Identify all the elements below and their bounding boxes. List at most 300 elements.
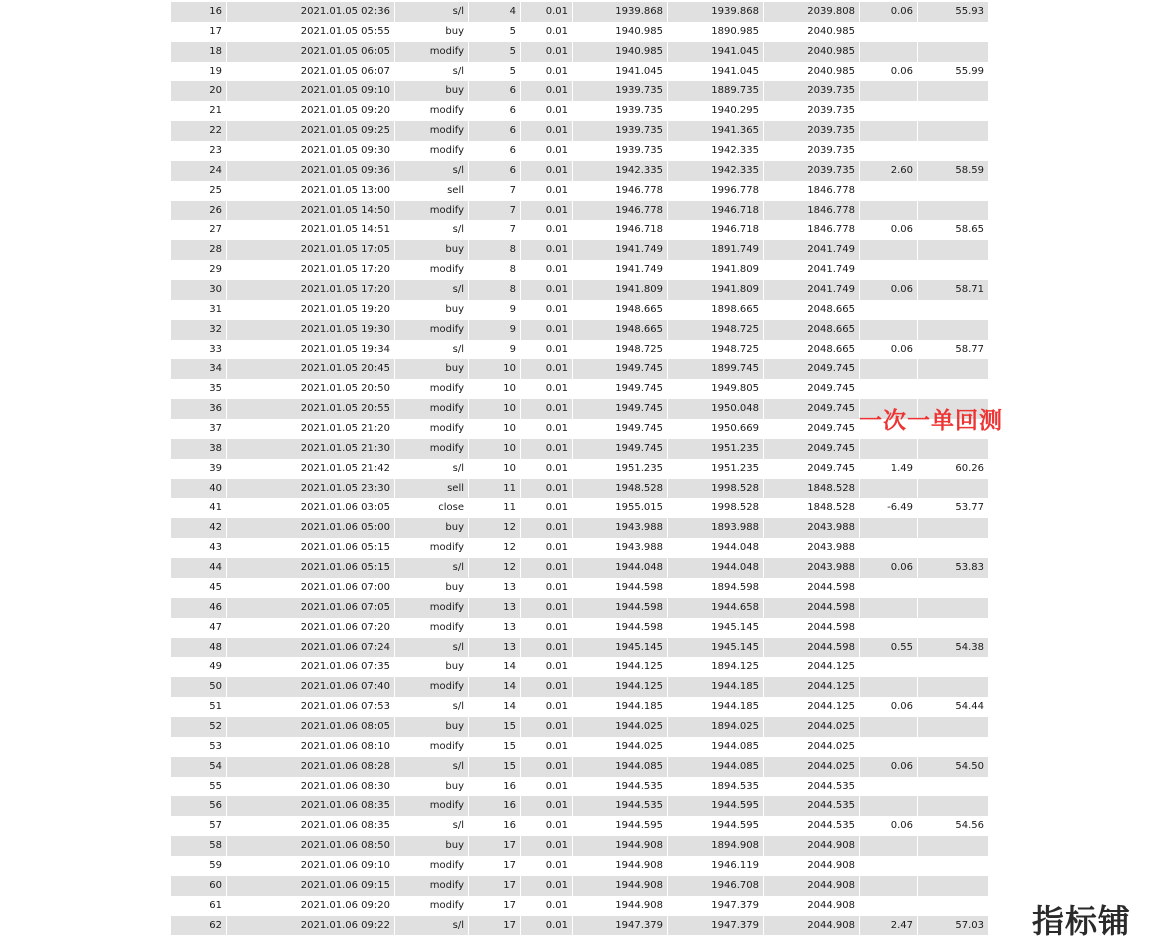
stop-loss-cell: 1890.985 — [668, 22, 764, 42]
balance-cell — [918, 260, 989, 280]
stop-loss-cell: 1998.528 — [668, 479, 764, 499]
time-cell: 2021.01.05 09:10 — [227, 81, 395, 101]
type-cell: modify — [395, 538, 469, 558]
stop-loss-cell: 1891.749 — [668, 240, 764, 260]
time-cell: 2021.01.05 23:30 — [227, 479, 395, 499]
row-number-cell: 28 — [171, 240, 227, 260]
profit-cell — [860, 121, 918, 141]
balance-cell — [918, 320, 989, 340]
stop-loss-cell: 1946.718 — [668, 220, 764, 240]
table-row — [171, 240, 989, 260]
take-profit-cell: 2048.665 — [764, 320, 860, 340]
take-profit-cell: 2039.735 — [764, 101, 860, 121]
type-cell: modify — [395, 796, 469, 816]
row-number-cell: 50 — [171, 677, 227, 697]
take-profit-cell: 2044.908 — [764, 856, 860, 876]
order-cell: 5 — [469, 62, 521, 82]
stop-loss-cell: 1941.809 — [668, 280, 764, 300]
stop-loss-cell: 1944.185 — [668, 677, 764, 697]
size-cell: 0.01 — [521, 836, 573, 856]
type-cell: s/l — [395, 62, 469, 82]
size-cell: 0.01 — [521, 558, 573, 578]
profit-cell — [860, 777, 918, 797]
profit-cell — [860, 42, 918, 62]
row-number-cell: 23 — [171, 141, 227, 161]
table-row — [171, 479, 989, 499]
order-cell: 14 — [469, 697, 521, 717]
stop-loss-cell: 1889.735 — [668, 81, 764, 101]
balance-cell: 53.83 — [918, 558, 989, 578]
size-cell: 0.01 — [521, 419, 573, 439]
order-cell: 9 — [469, 340, 521, 360]
stop-loss-cell: 1946.119 — [668, 856, 764, 876]
size-cell: 0.01 — [521, 856, 573, 876]
size-cell: 0.01 — [521, 141, 573, 161]
type-cell: s/l — [395, 220, 469, 240]
price-cell: 1949.745 — [573, 359, 668, 379]
size-cell: 0.01 — [521, 439, 573, 459]
order-cell: 10 — [469, 379, 521, 399]
profit-cell — [860, 856, 918, 876]
time-cell: 2021.01.06 07:05 — [227, 598, 395, 618]
balance-cell — [918, 796, 989, 816]
take-profit-cell: 2044.535 — [764, 816, 860, 836]
order-cell: 11 — [469, 498, 521, 518]
row-number-cell: 30 — [171, 280, 227, 300]
price-cell: 1949.745 — [573, 419, 668, 439]
table-row — [171, 836, 989, 856]
size-cell: 0.01 — [521, 578, 573, 598]
profit-cell — [860, 896, 918, 916]
time-cell: 2021.01.06 08:35 — [227, 796, 395, 816]
size-cell: 0.01 — [521, 697, 573, 717]
time-cell: 2021.01.06 05:15 — [227, 538, 395, 558]
stop-loss-cell: 1998.528 — [668, 498, 764, 518]
time-cell: 2021.01.06 09:15 — [227, 876, 395, 896]
order-cell: 5 — [469, 42, 521, 62]
type-cell: buy — [395, 359, 469, 379]
size-cell: 0.01 — [521, 240, 573, 260]
table-row — [171, 22, 989, 42]
stop-loss-cell: 1899.745 — [668, 359, 764, 379]
order-cell: 9 — [469, 300, 521, 320]
profit-cell — [860, 876, 918, 896]
size-cell: 0.01 — [521, 340, 573, 360]
take-profit-cell: 2039.735 — [764, 121, 860, 141]
stop-loss-cell: 1951.235 — [668, 459, 764, 479]
price-cell: 1939.735 — [573, 81, 668, 101]
balance-cell: 58.77 — [918, 340, 989, 360]
profit-cell: 0.06 — [860, 757, 918, 777]
take-profit-cell: 1848.528 — [764, 479, 860, 499]
size-cell: 0.01 — [521, 161, 573, 181]
row-number-cell: 33 — [171, 340, 227, 360]
profit-cell — [860, 22, 918, 42]
size-cell: 0.01 — [521, 518, 573, 538]
balance-cell — [918, 836, 989, 856]
price-cell: 1944.125 — [573, 657, 668, 677]
size-cell: 0.01 — [521, 717, 573, 737]
take-profit-cell: 2043.988 — [764, 518, 860, 538]
row-number-cell: 49 — [171, 657, 227, 677]
table-row — [171, 340, 989, 360]
profit-cell — [860, 677, 918, 697]
balance-cell: 58.59 — [918, 161, 989, 181]
type-cell: modify — [395, 439, 469, 459]
table-row — [171, 518, 989, 538]
table-row — [171, 379, 989, 399]
balance-cell — [918, 618, 989, 638]
type-cell: buy — [395, 578, 469, 598]
size-cell: 0.01 — [521, 896, 573, 916]
table-row — [171, 717, 989, 737]
size-cell: 0.01 — [521, 42, 573, 62]
stop-loss-cell: 1945.145 — [668, 638, 764, 658]
size-cell: 0.01 — [521, 479, 573, 499]
stop-loss-cell: 1941.365 — [668, 121, 764, 141]
time-cell: 2021.01.05 17:05 — [227, 240, 395, 260]
price-cell: 1942.335 — [573, 161, 668, 181]
take-profit-cell: 2041.749 — [764, 280, 860, 300]
order-cell: 15 — [469, 737, 521, 757]
profit-cell: 0.06 — [860, 220, 918, 240]
profit-cell: 2.60 — [860, 161, 918, 181]
balance-cell: 55.99 — [918, 62, 989, 82]
type-cell: modify — [395, 379, 469, 399]
take-profit-cell: 2044.908 — [764, 896, 860, 916]
row-number-cell: 48 — [171, 638, 227, 658]
order-cell: 6 — [469, 121, 521, 141]
type-cell: s/l — [395, 340, 469, 360]
balance-cell — [918, 101, 989, 121]
profit-cell — [860, 618, 918, 638]
row-number-cell: 59 — [171, 856, 227, 876]
size-cell: 0.01 — [521, 777, 573, 797]
size-cell: 0.01 — [521, 300, 573, 320]
price-cell: 1947.379 — [573, 916, 668, 936]
type-cell: modify — [395, 677, 469, 697]
balance-cell — [918, 240, 989, 260]
profit-cell — [860, 737, 918, 757]
profit-cell — [860, 796, 918, 816]
profit-cell — [860, 141, 918, 161]
take-profit-cell: 2049.745 — [764, 419, 860, 439]
size-cell: 0.01 — [521, 320, 573, 340]
take-profit-cell: 2044.598 — [764, 618, 860, 638]
stop-loss-cell: 1951.235 — [668, 439, 764, 459]
balance-cell: 57.03 — [918, 916, 989, 936]
profit-cell — [860, 717, 918, 737]
stop-loss-cell: 1944.595 — [668, 796, 764, 816]
trade-history-table — [171, 2, 989, 935]
profit-cell: 0.06 — [860, 697, 918, 717]
time-cell: 2021.01.06 09:22 — [227, 916, 395, 936]
take-profit-cell: 2049.745 — [764, 459, 860, 479]
row-number-cell: 52 — [171, 717, 227, 737]
table-row — [171, 121, 989, 141]
order-cell: 16 — [469, 777, 521, 797]
take-profit-cell: 2039.808 — [764, 2, 860, 22]
type-cell: s/l — [395, 280, 469, 300]
table-row — [171, 618, 989, 638]
size-cell: 0.01 — [521, 618, 573, 638]
price-cell: 1944.048 — [573, 558, 668, 578]
stop-loss-cell: 1944.085 — [668, 737, 764, 757]
type-cell: sell — [395, 181, 469, 201]
row-number-cell: 36 — [171, 399, 227, 419]
table-row — [171, 181, 989, 201]
row-number-cell: 26 — [171, 201, 227, 221]
type-cell: s/l — [395, 638, 469, 658]
row-number-cell: 57 — [171, 816, 227, 836]
balance-cell — [918, 657, 989, 677]
stop-loss-cell: 1945.145 — [668, 618, 764, 638]
profit-cell — [860, 260, 918, 280]
size-cell: 0.01 — [521, 796, 573, 816]
stop-loss-cell: 1942.335 — [668, 141, 764, 161]
order-cell: 17 — [469, 876, 521, 896]
type-cell: buy — [395, 300, 469, 320]
type-cell: s/l — [395, 459, 469, 479]
stop-loss-cell: 1944.185 — [668, 697, 764, 717]
price-cell: 1939.735 — [573, 121, 668, 141]
time-cell: 2021.01.06 07:20 — [227, 618, 395, 638]
order-cell: 6 — [469, 101, 521, 121]
take-profit-cell: 2044.598 — [764, 598, 860, 618]
time-cell: 2021.01.05 20:45 — [227, 359, 395, 379]
table-row — [171, 300, 989, 320]
price-cell: 1941.749 — [573, 260, 668, 280]
type-cell: buy — [395, 518, 469, 538]
table-row — [171, 876, 989, 896]
order-cell: 6 — [469, 161, 521, 181]
table-row — [171, 201, 989, 221]
size-cell: 0.01 — [521, 22, 573, 42]
take-profit-cell: 2040.985 — [764, 22, 860, 42]
balance-cell — [918, 121, 989, 141]
table-row — [171, 777, 989, 797]
row-number-cell: 29 — [171, 260, 227, 280]
balance-cell — [918, 578, 989, 598]
stop-loss-cell: 1894.908 — [668, 836, 764, 856]
type-cell: s/l — [395, 697, 469, 717]
price-cell: 1944.908 — [573, 896, 668, 916]
price-cell: 1949.745 — [573, 379, 668, 399]
time-cell: 2021.01.05 09:36 — [227, 161, 395, 181]
balance-cell: 54.44 — [918, 697, 989, 717]
size-cell: 0.01 — [521, 121, 573, 141]
size-cell: 0.01 — [521, 916, 573, 936]
type-cell: buy — [395, 836, 469, 856]
time-cell: 2021.01.05 21:30 — [227, 439, 395, 459]
take-profit-cell: 2041.749 — [764, 240, 860, 260]
take-profit-cell: 2044.025 — [764, 757, 860, 777]
balance-cell: 55.93 — [918, 2, 989, 22]
price-cell: 1951.235 — [573, 459, 668, 479]
price-cell: 1941.809 — [573, 280, 668, 300]
row-number-cell: 35 — [171, 379, 227, 399]
size-cell: 0.01 — [521, 2, 573, 22]
profit-cell: 0.06 — [860, 558, 918, 578]
table-row — [171, 538, 989, 558]
type-cell: modify — [395, 42, 469, 62]
type-cell: s/l — [395, 161, 469, 181]
profit-cell: 1.49 — [860, 459, 918, 479]
stop-loss-cell: 1947.379 — [668, 916, 764, 936]
row-number-cell: 51 — [171, 697, 227, 717]
time-cell: 2021.01.05 09:20 — [227, 101, 395, 121]
balance-cell — [918, 856, 989, 876]
time-cell: 2021.01.06 07:40 — [227, 677, 395, 697]
row-number-cell: 60 — [171, 876, 227, 896]
order-cell: 6 — [469, 141, 521, 161]
price-cell: 1939.735 — [573, 101, 668, 121]
price-cell: 1948.528 — [573, 479, 668, 499]
profit-cell — [860, 81, 918, 101]
time-cell: 2021.01.06 07:35 — [227, 657, 395, 677]
balance-cell — [918, 201, 989, 221]
price-cell: 1944.908 — [573, 856, 668, 876]
profit-cell — [860, 578, 918, 598]
time-cell: 2021.01.06 03:05 — [227, 498, 395, 518]
table-row — [171, 81, 989, 101]
profit-cell: 0.55 — [860, 638, 918, 658]
price-cell: 1939.735 — [573, 141, 668, 161]
order-cell: 15 — [469, 757, 521, 777]
trade-history-body — [171, 2, 989, 935]
balance-cell: 60.26 — [918, 459, 989, 479]
table-row — [171, 101, 989, 121]
price-cell: 1943.988 — [573, 538, 668, 558]
order-cell: 12 — [469, 558, 521, 578]
order-cell: 9 — [469, 320, 521, 340]
price-cell: 1940.985 — [573, 42, 668, 62]
order-cell: 7 — [469, 201, 521, 221]
table-row — [171, 558, 989, 578]
time-cell: 2021.01.05 02:36 — [227, 2, 395, 22]
type-cell: modify — [395, 101, 469, 121]
row-number-cell: 19 — [171, 62, 227, 82]
table-row — [171, 796, 989, 816]
order-cell: 13 — [469, 598, 521, 618]
type-cell: s/l — [395, 816, 469, 836]
type-cell: modify — [395, 856, 469, 876]
row-number-cell: 46 — [171, 598, 227, 618]
time-cell: 2021.01.05 19:30 — [227, 320, 395, 340]
row-number-cell: 54 — [171, 757, 227, 777]
row-number-cell: 25 — [171, 181, 227, 201]
stop-loss-cell: 1946.718 — [668, 201, 764, 221]
table-row — [171, 816, 989, 836]
profit-cell — [860, 201, 918, 221]
take-profit-cell: 1848.528 — [764, 498, 860, 518]
row-number-cell: 16 — [171, 2, 227, 22]
type-cell: modify — [395, 618, 469, 638]
table-row — [171, 260, 989, 280]
stop-loss-cell: 1950.669 — [668, 419, 764, 439]
balance-cell — [918, 42, 989, 62]
row-number-cell: 17 — [171, 22, 227, 42]
size-cell: 0.01 — [521, 220, 573, 240]
take-profit-cell: 2044.598 — [764, 638, 860, 658]
price-cell: 1946.778 — [573, 201, 668, 221]
take-profit-cell: 2040.985 — [764, 42, 860, 62]
type-cell: modify — [395, 399, 469, 419]
size-cell: 0.01 — [521, 657, 573, 677]
size-cell: 0.01 — [521, 459, 573, 479]
type-cell: modify — [395, 121, 469, 141]
price-cell: 1940.985 — [573, 22, 668, 42]
take-profit-cell: 2044.025 — [764, 737, 860, 757]
stop-loss-cell: 1893.988 — [668, 518, 764, 538]
take-profit-cell: 2044.125 — [764, 697, 860, 717]
take-profit-cell: 1846.778 — [764, 220, 860, 240]
order-cell: 17 — [469, 836, 521, 856]
row-number-cell: 56 — [171, 796, 227, 816]
row-number-cell: 39 — [171, 459, 227, 479]
time-cell: 2021.01.05 20:55 — [227, 399, 395, 419]
table-row — [171, 141, 989, 161]
size-cell: 0.01 — [521, 677, 573, 697]
take-profit-cell: 2044.125 — [764, 677, 860, 697]
take-profit-cell: 2049.745 — [764, 439, 860, 459]
balance-cell — [918, 737, 989, 757]
take-profit-cell: 2039.735 — [764, 141, 860, 161]
price-cell: 1944.535 — [573, 796, 668, 816]
row-number-cell: 43 — [171, 538, 227, 558]
stop-loss-cell: 1898.665 — [668, 300, 764, 320]
row-number-cell: 22 — [171, 121, 227, 141]
balance-cell — [918, 479, 989, 499]
take-profit-cell: 2043.988 — [764, 538, 860, 558]
profit-cell — [860, 320, 918, 340]
type-cell: modify — [395, 141, 469, 161]
order-cell: 16 — [469, 816, 521, 836]
site-watermark: 指标铺 — [1032, 902, 1132, 940]
balance-cell — [918, 518, 989, 538]
table-row — [171, 856, 989, 876]
stop-loss-cell: 1944.085 — [668, 757, 764, 777]
time-cell: 2021.01.06 08:05 — [227, 717, 395, 737]
profit-cell — [860, 379, 918, 399]
balance-cell — [918, 379, 989, 399]
take-profit-cell: 2044.535 — [764, 796, 860, 816]
row-number-cell: 20 — [171, 81, 227, 101]
type-cell: close — [395, 498, 469, 518]
time-cell: 2021.01.05 05:55 — [227, 22, 395, 42]
table-row — [171, 62, 989, 82]
price-cell: 1944.025 — [573, 717, 668, 737]
size-cell: 0.01 — [521, 638, 573, 658]
price-cell: 1944.598 — [573, 578, 668, 598]
balance-cell: 53.77 — [918, 498, 989, 518]
row-number-cell: 27 — [171, 220, 227, 240]
balance-cell: 58.65 — [918, 220, 989, 240]
type-cell: sell — [395, 479, 469, 499]
order-cell: 16 — [469, 796, 521, 816]
profit-cell — [860, 598, 918, 618]
stop-loss-cell: 1948.725 — [668, 320, 764, 340]
order-cell: 13 — [469, 618, 521, 638]
table-row — [171, 459, 989, 479]
price-cell: 1949.745 — [573, 439, 668, 459]
take-profit-cell: 2044.598 — [764, 578, 860, 598]
price-cell: 1945.145 — [573, 638, 668, 658]
stop-loss-cell: 1944.048 — [668, 558, 764, 578]
balance-cell: 58.71 — [918, 280, 989, 300]
row-number-cell: 55 — [171, 777, 227, 797]
time-cell: 2021.01.06 07:24 — [227, 638, 395, 658]
